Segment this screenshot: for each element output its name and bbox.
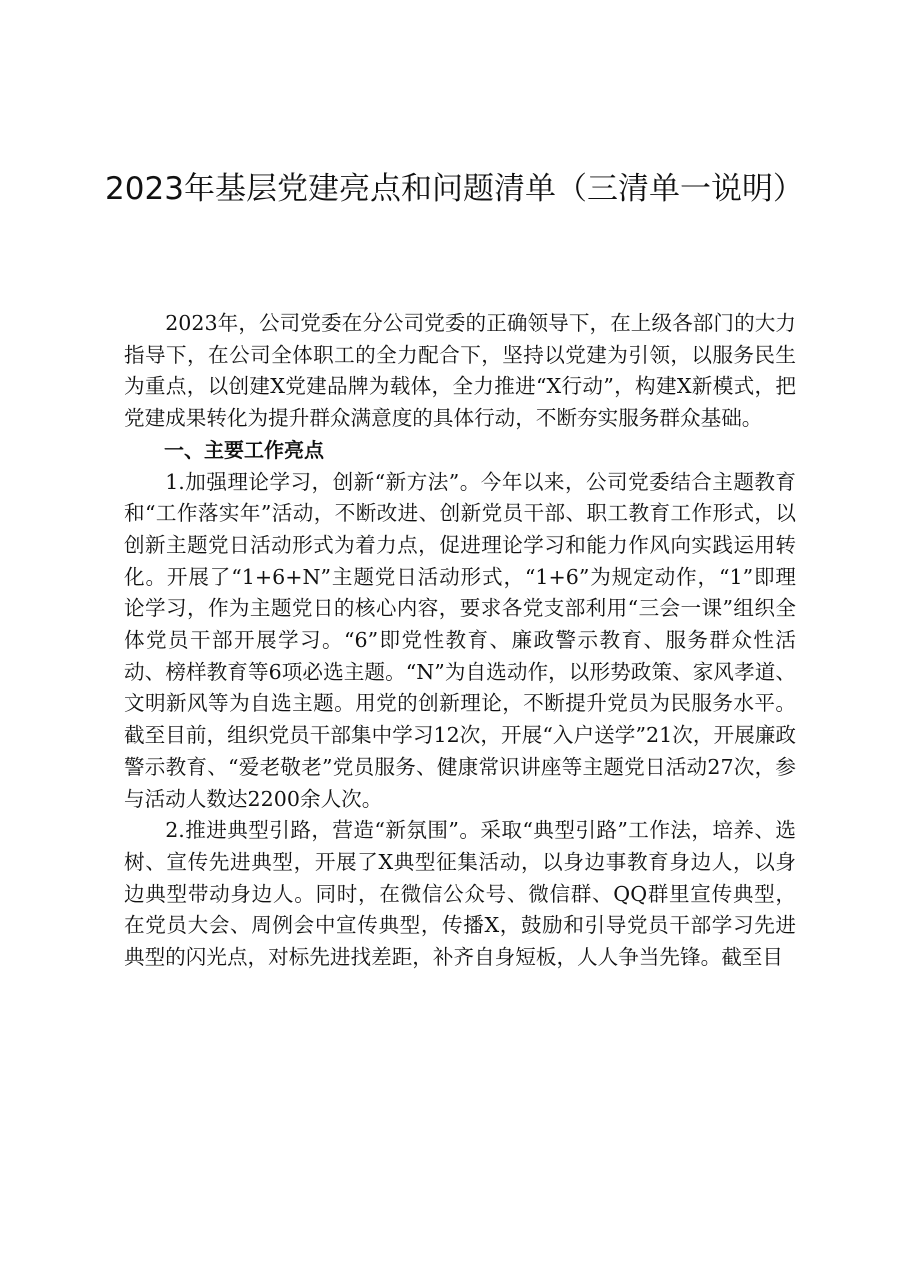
- document-body: [124, 308, 796, 974]
- intro-paragraph: 2023年，公司党委在分公司党委的正确领导下，在上级各部门的大力指导下，在公司全体职工的全力配合下，坚持以党建为引领，以服务民生为重点，以创建X党建品牌为载体，全力推进“X行动”，构建X新模式，把党建成果转化为提升群众满意度的具体行动，不断夯实服务群众基础。: [124, 311, 796, 431]
- document-title: 2023年基层党建亮点和问题清单（三清单一说明）: [105, 171, 804, 207]
- highlight-paragraph-1: 1.加强理论学习，创新“新方法”。今年以来，公司党委结合主题教育和“工作落实年”活动，不断改进、创新党员干部、职工教育工作形式，以创新主题党日活动形式为着力点，促进理论学习和能力作风向实践运用转化。开展了“1+6+N”主题党日活动形式，“1+6”为规定动作，“1”即理论学习，作为主题党日的核心内容，要求各党支部利用“三会一课”组织全体党员干部开展学习。“6”即党性教育、廉政警示教育、服务群众性活动、榜样教育等6项必选主题。“N”为自选动作，以形势政策、家风孝道、文明新风等为自选主题。用党的创新理论，不断提升党员为民服务水平。截至目前，组织党员干部集中学习12次，开展“入户送学”21次，开展廉政警示教育、“爱老敬老”党员服务、健康常识讲座等主题党日活动27次，参与活动人数达2200余人次。: [124, 469, 796, 811]
- highlight-paragraph-2: 2.推进典型引路，营造“新氛围”。采取“典型引路”工作法，培养、选树、宣传先进典型，开展了X典型征集活动，以身边事教育身边人，以身边典型带动身边人。同时，在微信公众号、微信群、QQ群里宣传典型，在党员大会、周例会中宣传典型，传播X，鼓励和引导党员干部学习先进典型的闪光点，对标先进找差距，补齐自身短板，人人争当先锋。截至目: [124, 818, 796, 970]
- section-heading-highlights: 一、主要工作亮点: [164, 437, 324, 462]
